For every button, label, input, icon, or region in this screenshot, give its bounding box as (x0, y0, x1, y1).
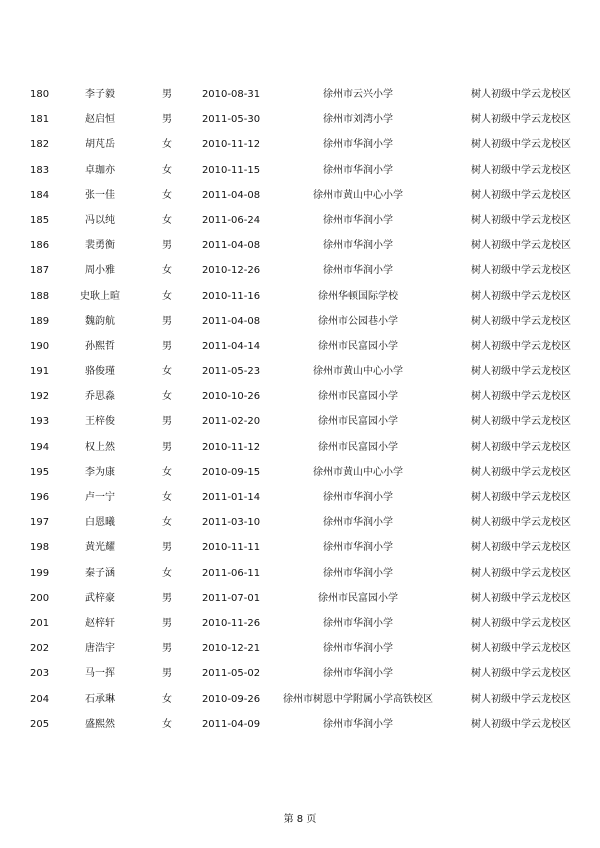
birth-date: 2010-11-26 (201, 617, 261, 629)
row-number: 195 (30, 466, 50, 478)
row-number: 202 (30, 643, 50, 655)
primary-school: 徐州市华润小学 (323, 240, 393, 252)
student-name: 周小雅 (85, 265, 115, 277)
row-number: 201 (30, 617, 50, 629)
birth-date: 2011-04-08 (201, 189, 261, 201)
row-number: 193 (30, 416, 50, 428)
student-gender: 男 (162, 340, 172, 352)
target-school: 树人初级中学云龙校区 (471, 139, 571, 151)
table-row (0, 586, 600, 611)
table-row (0, 107, 600, 132)
student-name: 王梓俊 (85, 416, 115, 428)
birth-date: 2010-12-26 (201, 265, 261, 277)
table-row (0, 233, 600, 258)
primary-school: 徐州市民富园小学 (318, 592, 398, 604)
student-name: 卓珈亦 (85, 164, 115, 176)
student-gender: 女 (162, 567, 172, 579)
student-name: 李为康 (85, 466, 115, 478)
student-name: 史耿上暄 (80, 290, 120, 302)
table-row (0, 359, 600, 384)
row-number: 205 (30, 718, 50, 730)
birth-date: 2010-11-12 (201, 139, 261, 151)
target-school: 树人初级中学云龙校区 (471, 668, 571, 680)
table-row (0, 561, 600, 586)
student-name: 赵启恒 (85, 114, 115, 126)
table-row (0, 712, 600, 737)
student-name: 乔思淼 (85, 391, 115, 403)
student-gender: 男 (162, 668, 172, 680)
target-school: 树人初级中学云龙校区 (471, 718, 571, 730)
birth-date: 2011-05-02 (201, 668, 261, 680)
primary-school: 徐州市民富园小学 (318, 340, 398, 352)
student-name: 裴勇衡 (85, 240, 115, 252)
student-gender: 女 (162, 164, 172, 176)
target-school: 树人初级中学云龙校区 (471, 441, 571, 453)
row-number: 182 (30, 139, 50, 151)
table-row (0, 258, 600, 283)
primary-school: 徐州市华润小学 (323, 542, 393, 554)
student-name: 卢一宁 (85, 492, 115, 503)
table-row (0, 132, 600, 157)
student-gender: 女 (162, 214, 172, 226)
primary-school: 徐州市华润小学 (323, 617, 393, 629)
target-school: 树人初级中学云龙校区 (471, 592, 571, 604)
student-name: 胡芃岳 (85, 139, 115, 151)
birth-date: 2011-04-14 (201, 340, 261, 352)
birth-date: 2011-02-20 (201, 416, 261, 428)
primary-school: 徐州华顿国际学校 (318, 290, 398, 302)
target-school: 树人初级中学云龙校区 (471, 693, 571, 705)
primary-school: 徐州市华润小学 (323, 567, 393, 579)
table-row (0, 460, 600, 485)
row-number: 196 (30, 492, 50, 503)
primary-school: 徐州市刘湾小学 (323, 114, 393, 126)
row-number: 183 (30, 164, 50, 176)
student-name: 张一佳 (85, 189, 115, 201)
student-gender: 女 (162, 189, 172, 201)
primary-school: 徐州市华润小学 (323, 214, 393, 226)
row-number: 199 (30, 567, 50, 579)
student-name: 黄光耀 (85, 542, 115, 554)
birth-date: 2011-07-01 (201, 592, 261, 604)
student-gender: 女 (162, 139, 172, 151)
primary-school: 徐州市华润小学 (323, 718, 393, 730)
target-school: 树人初级中学云龙校区 (471, 164, 571, 176)
target-school: 树人初级中学云龙校区 (471, 542, 571, 554)
student-name: 武梓豪 (85, 592, 115, 604)
table-row (0, 435, 600, 460)
student-gender: 男 (162, 592, 172, 604)
row-number: 187 (30, 265, 50, 277)
student-gender: 男 (162, 89, 172, 100)
primary-school: 徐州市华润小学 (323, 643, 393, 655)
target-school: 树人初级中学云龙校区 (471, 340, 571, 352)
row-number: 184 (30, 189, 50, 201)
student-gender: 女 (162, 517, 172, 529)
row-number: 198 (30, 542, 50, 554)
student-name: 石承琳 (85, 693, 115, 705)
primary-school: 徐州市黄山中心小学 (313, 366, 403, 378)
student-name: 冯以纯 (85, 214, 115, 226)
primary-school: 徐州市民富园小学 (318, 416, 398, 428)
birth-date: 2010-11-15 (201, 164, 261, 176)
birth-date: 2011-04-08 (201, 315, 261, 327)
primary-school: 徐州市华润小学 (323, 164, 393, 176)
table-row (0, 82, 600, 107)
primary-school: 徐州市云兴小学 (323, 89, 393, 100)
birth-date: 2011-03-10 (201, 517, 261, 529)
student-name: 马一挥 (85, 668, 115, 680)
table-row (0, 409, 600, 434)
target-school: 树人初级中学云龙校区 (471, 416, 571, 428)
row-number: 204 (30, 693, 50, 705)
student-gender: 男 (162, 416, 172, 428)
target-school: 树人初级中学云龙校区 (471, 114, 571, 126)
birth-date: 2011-05-30 (201, 114, 261, 126)
student-gender: 女 (162, 265, 172, 277)
student-name: 白恩曦 (85, 517, 115, 529)
target-school: 树人初级中学云龙校区 (471, 567, 571, 579)
birth-date: 2010-11-11 (201, 542, 261, 554)
table-row (0, 183, 600, 208)
table-row (0, 510, 600, 535)
student-gender: 男 (162, 643, 172, 655)
row-number: 200 (30, 592, 50, 604)
primary-school: 徐州市黄山中心小学 (313, 466, 403, 478)
student-gender: 女 (162, 693, 172, 705)
student-name: 魏韵航 (85, 315, 115, 327)
birth-date: 2011-05-23 (201, 366, 261, 378)
target-school: 树人初级中学云龙校区 (471, 89, 571, 100)
target-school: 树人初级中学云龙校区 (471, 391, 571, 403)
primary-school: 徐州市民富园小学 (318, 441, 398, 453)
row-number: 188 (30, 290, 50, 302)
target-school: 树人初级中学云龙校区 (471, 492, 571, 503)
student-name: 骆俊瑾 (85, 366, 115, 378)
student-gender: 男 (162, 617, 172, 629)
student-gender: 女 (162, 290, 172, 302)
birth-date: 2011-04-08 (201, 240, 261, 252)
target-school: 树人初级中学云龙校区 (471, 189, 571, 201)
table-row (0, 334, 600, 359)
primary-school: 徐州市华润小学 (323, 492, 393, 503)
student-gender: 男 (162, 315, 172, 327)
primary-school: 徐州市公园巷小学 (318, 315, 398, 327)
student-gender: 女 (162, 391, 172, 403)
row-number: 190 (30, 340, 50, 352)
primary-school: 徐州市华润小学 (323, 139, 393, 151)
page-number: 第 8 页 (283, 814, 317, 825)
birth-date: 2011-01-14 (201, 492, 261, 503)
target-school: 树人初级中学云龙校区 (471, 517, 571, 529)
target-school: 树人初级中学云龙校区 (471, 466, 571, 478)
row-number: 186 (30, 240, 50, 252)
table-row (0, 284, 600, 309)
row-number: 185 (30, 214, 50, 226)
birth-date: 2010-09-26 (201, 693, 261, 705)
birth-date: 2010-12-21 (201, 643, 261, 655)
birth-date: 2010-08-31 (201, 89, 261, 100)
primary-school: 徐州市华润小学 (323, 517, 393, 529)
target-school: 树人初级中学云龙校区 (471, 214, 571, 226)
student-name: 秦子涵 (85, 567, 115, 579)
birth-date: 2011-06-11 (201, 567, 261, 579)
row-number: 189 (30, 315, 50, 327)
primary-school: 徐州市华润小学 (323, 668, 393, 680)
target-school: 树人初级中学云龙校区 (471, 366, 571, 378)
student-roster (0, 82, 600, 737)
student-gender: 男 (162, 114, 172, 126)
student-name: 唐浩宇 (85, 643, 115, 655)
table-row (0, 384, 600, 409)
student-gender: 女 (162, 466, 172, 478)
row-number: 181 (30, 114, 50, 126)
target-school: 树人初级中学云龙校区 (471, 315, 571, 327)
table-row (0, 485, 600, 510)
row-number: 180 (30, 89, 50, 100)
row-number: 197 (30, 517, 50, 529)
table-row (0, 611, 600, 636)
primary-school: 徐州市民富园小学 (318, 391, 398, 403)
student-name: 孙熙哲 (85, 340, 115, 352)
student-gender: 女 (162, 366, 172, 378)
student-gender: 女 (162, 718, 172, 730)
birth-date: 2011-06-24 (201, 214, 261, 226)
student-name: 李子毅 (85, 89, 115, 100)
birth-date: 2010-10-26 (201, 391, 261, 403)
student-gender: 女 (162, 492, 172, 503)
target-school: 树人初级中学云龙校区 (471, 265, 571, 277)
target-school: 树人初级中学云龙校区 (471, 290, 571, 302)
birth-date: 2010-11-16 (201, 290, 261, 302)
row-number: 194 (30, 441, 50, 453)
student-gender: 男 (162, 240, 172, 252)
primary-school: 徐州市树恩中学附属小学高铁校区 (283, 693, 433, 705)
birth-date: 2010-09-15 (201, 466, 261, 478)
target-school: 树人初级中学云龙校区 (471, 643, 571, 655)
row-number: 191 (30, 366, 50, 378)
row-number: 192 (30, 391, 50, 403)
student-gender: 男 (162, 542, 172, 554)
student-name: 盛熙然 (85, 718, 115, 730)
table-row (0, 208, 600, 233)
student-name: 权上然 (85, 441, 115, 453)
primary-school: 徐州市华润小学 (323, 265, 393, 277)
primary-school: 徐州市黄山中心小学 (313, 189, 403, 201)
table-row (0, 661, 600, 686)
birth-date: 2011-04-09 (201, 718, 261, 730)
table-row (0, 636, 600, 661)
student-gender: 男 (162, 441, 172, 453)
target-school: 树人初级中学云龙校区 (471, 617, 571, 629)
table-row (0, 309, 600, 334)
table-row (0, 687, 600, 712)
table-row (0, 535, 600, 560)
target-school: 树人初级中学云龙校区 (471, 240, 571, 252)
student-name: 赵梓轩 (85, 617, 115, 629)
row-number: 203 (30, 668, 50, 680)
table-row (0, 158, 600, 183)
birth-date: 2010-11-12 (201, 441, 261, 453)
